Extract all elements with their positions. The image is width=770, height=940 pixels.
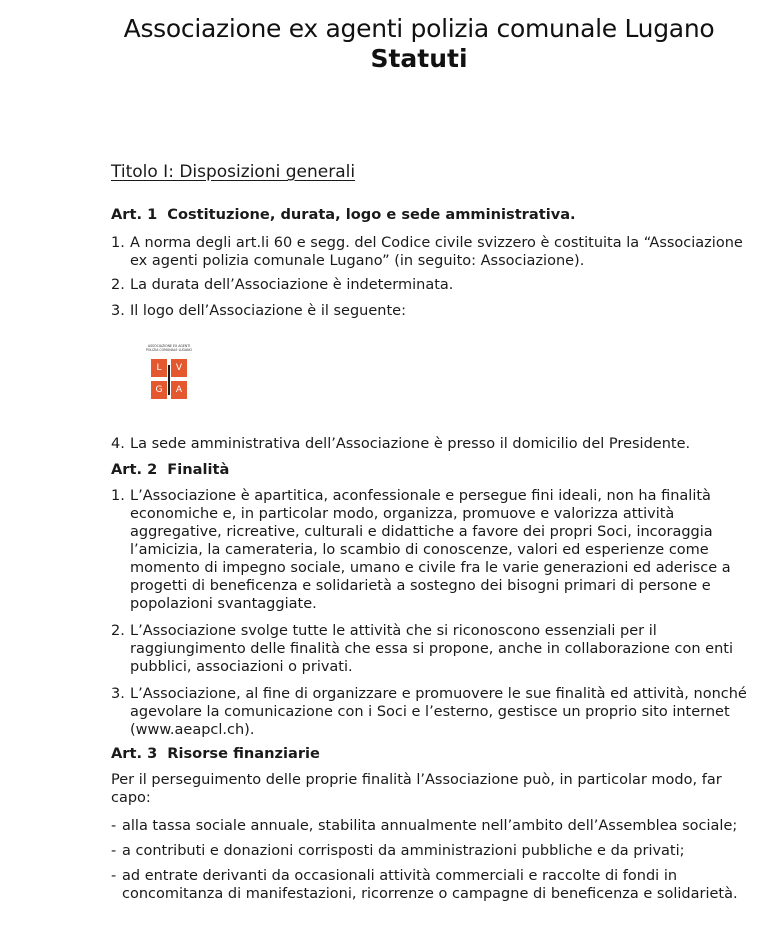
list-item: 3. Il logo dell’Associazione è il seguente: [111, 303, 406, 319]
list-item: - a contributi e donazioni corrisposti da amministrazioni pubbliche e da privati; [111, 843, 685, 859]
list-item: 2. La durata dell’Associazione è indeterminata. [111, 277, 454, 293]
list-item: - alla tassa sociale annuale, stabilita annualmente nell’ambito dell’Assemblea sociale; [111, 818, 738, 834]
association-logo [145, 345, 193, 403]
logo-tile: V [171, 359, 187, 377]
logo-grid [151, 359, 187, 399]
logo-tile: L [151, 359, 167, 377]
logo-bar [168, 365, 170, 395]
list-item: 4. La sede amministrativa dell’Associazione è presso il domicilio del Presidente. [111, 436, 691, 452]
list-item: 1. A norma degli art.li 60 e segg. del Codice civile svizzero è costituita la “Associazione ex agenti polizia comunale Lugano” (in seguito: Associazione). [111, 235, 743, 269]
article-1-heading [111, 206, 576, 224]
article-intro: Per il perseguimento delle proprie finalità l’Associazione può, in particolar modo, far capo: [111, 772, 722, 806]
logo-tile: A [171, 381, 187, 399]
document-title: Associazione ex agenti polizia comunale Lugano [123, 14, 715, 43]
article-title: Costituzione, durata, logo e sede amministrativa. [167, 206, 576, 223]
article-title: Finalità [167, 461, 230, 478]
list-item: 2. L’Associazione svolge tutte le attività che si riconoscono essenziali per il raggiungimento delle finalità che essa si propone, anche in collaborazione con enti pubblici, associazioni o privati. [111, 623, 733, 675]
logo-tile: G [151, 381, 167, 399]
list-item: - ad entrate derivanti da occasionali attività commerciali e raccolte di fondi in concomitanza di manifestazioni, ricorrenze o campagne di beneficenza e solidarietà. [111, 868, 738, 902]
article-3-heading [111, 745, 320, 763]
article-2-heading [111, 461, 229, 479]
article-number: Art. 2 [111, 461, 158, 478]
article-title: Risorse finanziarie [167, 745, 320, 762]
section-title: Titolo I: Disposizioni generali [111, 162, 356, 182]
article-number: Art. 1 [111, 206, 158, 223]
article-number: Art. 3 [111, 745, 158, 762]
document-subtitle: Statuti [370, 44, 468, 73]
list-item: 1. L’Associazione è apartitica, aconfessionale e persegue fini ideali, non ha finalità economiche e, in particolar modo, organizza, promuove e valorizza attività aggregative, ricreative, culturali e didattiche a favore dei propri Soci, incoraggia l’amicizia, la camerateria, lo scambio di conoscenze, valori ed esperienze come momento di impegno sociale, umano e civile fra le varie generazioni ed aderisce a progetti di beneficenza e solidarietà a sostegno dei bisogni primari di persone e popolazioni svantaggiate. [111, 488, 731, 612]
list-item: 3. L’Associazione, al fine di organizzare e promuovere le sue finalità ed attività, nonché agevolare la comunicazione con i Soci e l’esterno, gestisce un proprio sito internet (www.aeapcl.ch). [111, 686, 747, 738]
logo-caption: ASSOCIAZIONE EX AGENTI POLIZIA COMUNALE LUGANO [145, 344, 193, 352]
